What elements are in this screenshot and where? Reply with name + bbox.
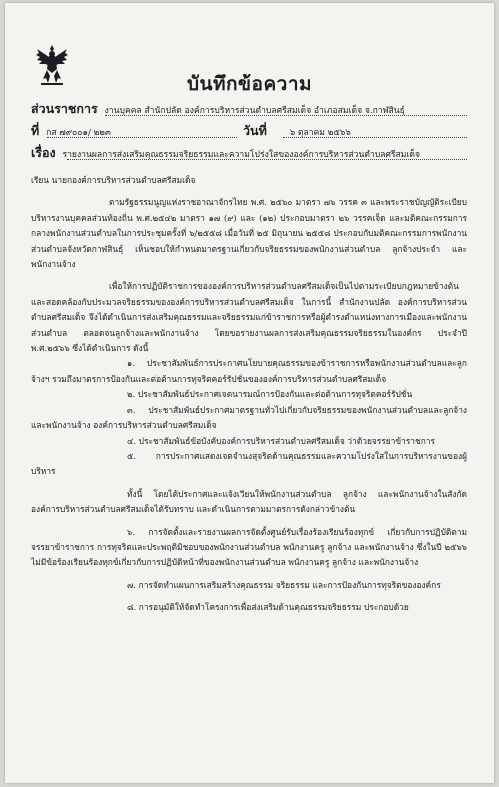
- reference-label: ที่: [31, 123, 40, 138]
- date-value: ๖ ตุลาคม ๒๕๖๖: [289, 128, 351, 138]
- list-item: ๓. ประชาสัมพันธ์ประกาศมาตรฐานทั่วไปเกี่ยวกับจริยธรรมของพนักงานส่วนตำบลและลูกจ้าง และพนักงานจ้าง องค์การบริหารส่วนตำบลศรีสมเด็จ: [31, 404, 467, 431]
- list-item: ๔. ประชาสัมพันธ์ข้อบังคับองค์การบริหารส่วนตำบลศรีสมเด็จ ว่าด้วยจรรยาข้าราชการ: [127, 435, 435, 446]
- department-value: งานบุคคล สำนักปลัด องค์การบริหารส่วนตำบลศรีสมเด็จ อำเภอสมเด็จ จ.กาฬสินธุ์: [104, 106, 405, 116]
- memo-title: บันทึกข้อความ: [186, 73, 313, 95]
- subject-value: รายงานผลการส่งเสริมคุณธรรมจริยธรรมและความโปร่งใสขององค์การบริหารส่วนตำบลศรีสมเด็จ: [62, 150, 420, 160]
- list-note: ทั้งนี้ โดยได้ประกาศและแจ้งเวียนให้พนักงานส่วนตำบล ลูกจ้าง และพนักงานจ้างในสังกัดองค์การบริหารส่วนตำบลศรีสมเด็จได้รับทราบ และดำเนินการตามมาตรการดังกล่าวข้างต้น: [31, 488, 467, 515]
- salutation: เรียน นายกองค์การบริหารส่วนตำบลศรีสมเด็จ: [31, 175, 196, 185]
- date-row: [243, 121, 351, 141]
- date-dotted-line: [283, 137, 467, 138]
- subject-label: เรื่อง: [31, 145, 56, 160]
- memo-page: [5, 3, 494, 783]
- list-item: ๘. การอนุมัติให้จัดทำโครงการเพื่อส่งเสริมด้านคุณธรรมจริยธรรม ประกอบด้วย: [127, 602, 409, 613]
- paragraph-purpose: เพื่อให้การปฏิบัติราชการขององค์การบริหารส่วนตำบลศรีสมเด็จเป็นไปตามระเบียบกฎหมายข้างต้นและสอดคล้องกับประมวลจริยธรรมขององค์การบริหารส่วนตำบลศรีสมเด็จ ในการนี้ สำนักงานปลัด องค์การบริหารส่วนตำบลศรีสมเด็จ จึงได้ดำเนินการส่งเสริมคุณธรรมและจริยธรรมแก่ข้าราชการหรือผู้ดำรงตำแหน่งทางการเมืองและพนักงานส่วนตำบล ตลอดจนลูกจ้างและพนักงานจ้าง โดยขอรายงานผลการส่งเสริมคุณธรรมจริยธรรมในองค์กร ประจำปี พ.ศ.๒๕๖๖ ซึ่งได้ดำเนินการ ดังนี้: [31, 281, 467, 354]
- list-item: ๕. การประกาศแสดงเจตจำนงสุจริตด้านคุณธรรมและความโปร่งใสในการบริหารงานของผู้บริหาร: [31, 450, 467, 477]
- list-item: ๖. การจัดตั้งและรายงานผลการจัดตั้งศูนย์รับเรื่องร้องเรียนร้องทุกข์ เกี่ยวกับการปฏิบัติตามจรรยาข้าราชการ การทุจริตและประพฤติมิชอบของพนักงานส่วนตำบล พนักงานครู ลูกจ้าง และพนักงานจ้าง ซึ่งในปี ๒๕๖๖ ไม่มีข้อร้องเรียนร้องทุกข์เกี่ยวกับการปฏิบัติหน้าที่ของพนักงานส่วนตำบล พนักงานครู ลูกจ้าง และพนักงานจ้าง: [31, 526, 467, 568]
- reference-row: [31, 121, 111, 141]
- subject-row: [31, 143, 420, 163]
- department-label: ส่วนราชการ: [31, 101, 98, 116]
- date-label: วันที่: [243, 123, 267, 138]
- paragraph-legal-basis: ตามรัฐธรรมนูญแห่งราชอาณาจักรไทย พ.ศ. ๒๕๖๐ มาตรา ๗๖ วรรค ๓ และพระราชบัญญัติระเบียบบริหารงานบุคคลส่วนท้องถิ่น พ.ศ.๒๕๔๒ มาตรา ๑๗ (๙) และ (๑๒) ประกอบมาตรา ๒๖ วรรคเจ็ด และมติคณะกรรมการกลางพนักงานส่วนตำบลในการประชุมครั้งที่ ๖/๒๕๕๘ เมื่อวันที่ ๒๕ มิถุนายน ๒๕๕๘ ประกอบกับมติคณะกรรมการพนักงานส่วนตำบลจังหวัดกาฬสินธุ์ เห็นชอบให้กำหนดมาตรฐานเกี่ยวกับจริยธรรมของพนักงานส่วนตำบล ลูกจ้างประจำ และพนักงานจ้าง: [31, 197, 467, 270]
- list-item: ๗. การจัดทำแผนการเสริมสร้างคุณธรรม จริยธรรม และการป้องกันการทุจริตขององค์กร: [127, 579, 441, 590]
- list-item: ๑. ประชาสัมพันธ์การประกาศนโยบายคุณธรรมของข้าราชการหรือพนักงานส่วนตำบลและลูกจ้างฯ รวมถึงมาตรการป้องกันและต่อต้านการทุจริตคอร์รัปชั่นขององค์การบริหารส่วนตำบลศรีสมเด็จ: [31, 358, 467, 384]
- list-item: ๒. ประชาสัมพันธ์ประกาศเจตนารมณ์การป้องกันและต่อต้านการทุจริตคอร์รัปชั่น: [127, 389, 413, 400]
- reference-dotted-line: [47, 137, 237, 138]
- reference-value: กส ๗๙๐๐๑/ ๒๒๓: [46, 128, 111, 138]
- subject-dotted-line: [67, 159, 467, 160]
- memo-body: [31, 173, 467, 616]
- department-row: [31, 99, 405, 119]
- department-dotted-line: [105, 115, 467, 116]
